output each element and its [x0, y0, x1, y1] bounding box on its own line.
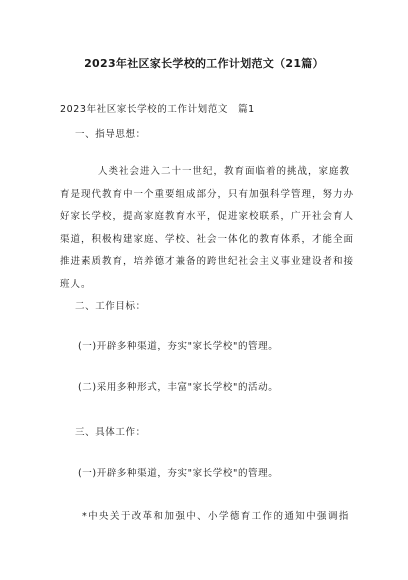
- document-subtitle: 2023年社区家长学校的工作计划范文 篇1: [60, 104, 255, 115]
- work-goal-item-2: (二)采用多种形式，丰富"家长学校"的活动。: [78, 382, 279, 393]
- work-goal-item-1: (一)开辟多种渠道，夯实"家长学校"的管理。: [78, 341, 279, 352]
- document-title: 2023年社区家长学校的工作计划范文（21篇）: [84, 57, 324, 70]
- specific-work-item-1: (一)开辟多种渠道，夯实"家长学校"的管理。: [78, 468, 279, 479]
- paragraph-guiding-ideology: 人类社会进入二十一世纪，教育面临着的挑战，家庭教育是现代教育中一个重要组成部分，只有加强科学管理，努力办好家长学校，提高家庭教育水平，促进家校联系，广开社会育人渠道，积极构建家庭、学校、社会一体化的教育体系，才能全面推进素质教育，培养德才兼备的跨世纪社会主义事业建设者和接班人。: [60, 166, 355, 290]
- section-heading-guiding-ideology: 一、指导思想：: [75, 129, 146, 140]
- section-heading-work-goals: 二、工作目标：: [75, 301, 146, 312]
- specific-work-text: *中央关于改革和加强中、小学德育工作的通知中强调指: [82, 511, 350, 522]
- section-heading-specific-work: 三、具体工作：: [75, 427, 146, 438]
